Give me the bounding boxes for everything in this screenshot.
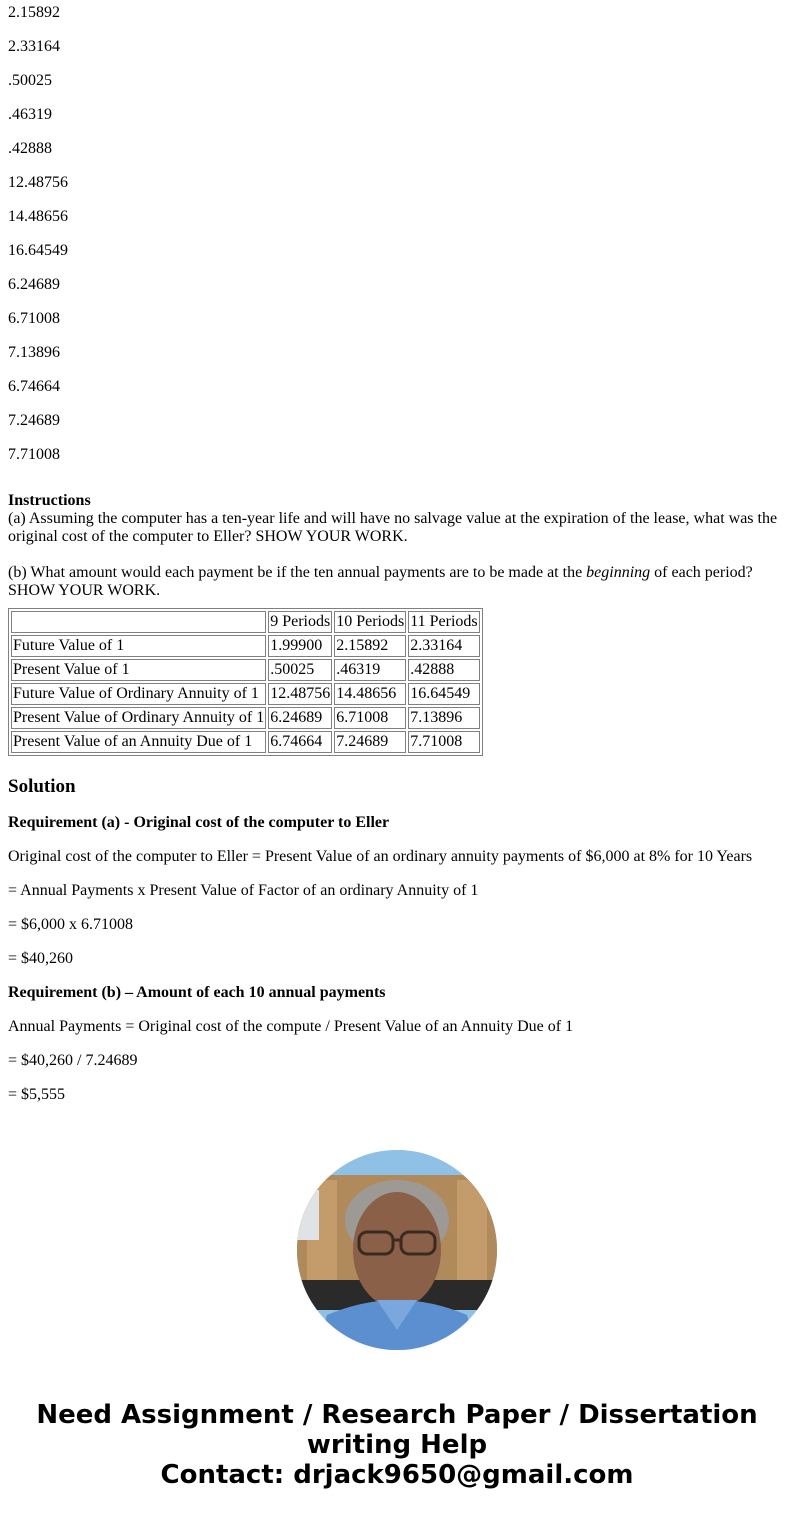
table-row-label: Present Value of Ordinary Annuity of 1 <box>11 707 266 729</box>
promo-headline: Need Assignment / Research Paper / Dissertation writing Help <box>36 1400 758 1460</box>
present-value-factor-table <box>8 608 483 756</box>
table-header-cell: 9 Periods <box>268 611 332 633</box>
table-row <box>11 707 480 729</box>
list-item: 14.48656 <box>8 208 68 225</box>
solution-line: = $6,000 x 6.71008 <box>8 916 134 933</box>
table-row-label: Present Value of 1 <box>11 659 266 681</box>
table-row-label: Future Value of Ordinary Annuity of 1 <box>11 683 266 705</box>
table-row <box>11 683 480 705</box>
solution-body <box>8 814 786 1104</box>
table-cell: 1.99900 <box>268 635 332 657</box>
solution-line: Annual Payments = Original cost of the compute / Present Value of an Annuity Due of 1 <box>8 1018 574 1035</box>
list-item: .46319 <box>8 106 52 123</box>
instruction-part-b-text: (b) What amount would each payment be if the ten annual payments are to be made at the <box>8 564 587 581</box>
instructions-section <box>8 492 786 600</box>
instruction-part-b-text-end: of each period? SHOW YOUR WORK. <box>8 564 753 599</box>
promo-banner <box>0 1400 794 1490</box>
table-row-label: Present Value of an Annuity Due of 1 <box>11 731 266 753</box>
table-cell: 14.48656 <box>334 683 406 705</box>
solution-line: = $40,260 <box>8 950 74 967</box>
table-row <box>11 635 480 657</box>
table-cell: .50025 <box>268 659 332 681</box>
table-row <box>11 731 480 753</box>
list-item: 6.74664 <box>8 378 60 395</box>
instruction-part-b-emphasis: beginning <box>586 564 651 581</box>
table-cell: 7.71008 <box>408 731 479 753</box>
instruction-part-b <box>8 564 786 600</box>
list-item: 7.24689 <box>8 412 60 429</box>
solution-line: = Annual Payments x Present Value of Factor of an ordinary Annuity of 1 <box>8 882 479 899</box>
table-cell: 6.74664 <box>268 731 332 753</box>
list-item: 6.24689 <box>8 276 60 293</box>
table-header-cell <box>11 611 266 633</box>
list-item: 2.33164 <box>8 38 60 55</box>
solution-line: = $40,260 / 7.24689 <box>8 1052 138 1069</box>
table-cell: 12.48756 <box>268 683 332 705</box>
table-cell: 6.71008 <box>334 707 406 729</box>
table-cell: .46319 <box>334 659 406 681</box>
requirement-a-title: Requirement (a) - Original cost of the computer to Eller <box>8 814 390 831</box>
instruction-part-a: (a) Assuming the computer has a ten-year life and will have no salvage value at the expiration of the lease, what was the original cost of the computer to Eller? SHOW YOUR WORK. <box>8 510 778 545</box>
solution-heading: Solution <box>8 776 76 797</box>
table-row-label: Future Value of 1 <box>11 635 266 657</box>
promo-contact: Contact: drjack9650@gmail.com <box>160 1460 634 1490</box>
list-item: 16.64549 <box>8 242 68 259</box>
list-item: 12.48756 <box>8 174 68 191</box>
table-cell: 16.64549 <box>408 683 479 705</box>
avatar-container <box>0 1150 794 1350</box>
table-cell: 7.13896 <box>408 707 479 729</box>
table-header-cell: 11 Periods <box>408 611 479 633</box>
author-photo-icon <box>297 1150 497 1350</box>
table-cell: 6.24689 <box>268 707 332 729</box>
list-item: .50025 <box>8 72 52 89</box>
list-item: .42888 <box>8 140 52 157</box>
table-cell: 2.15892 <box>334 635 406 657</box>
table-header-row <box>11 611 480 633</box>
requirement-b-title: Requirement (b) – Amount of each 10 annual payments <box>8 984 386 1001</box>
table-cell: 2.33164 <box>408 635 479 657</box>
instructions-title: Instructions <box>8 492 91 509</box>
list-item: 7.13896 <box>8 344 60 361</box>
list-item: 6.71008 <box>8 310 60 327</box>
table-row <box>11 659 480 681</box>
solution-line: Original cost of the computer to Eller = Present Value of an ordinary annuity payments of $6,000 at 8% for 10 Years <box>8 848 753 865</box>
number-list <box>8 0 786 476</box>
list-item: 2.15892 <box>8 4 60 21</box>
list-item: 7.71008 <box>8 446 60 463</box>
table-header-cell: 10 Periods <box>334 611 406 633</box>
avatar <box>297 1150 497 1350</box>
table-cell: .42888 <box>408 659 479 681</box>
solution-line: = $5,555 <box>8 1086 66 1103</box>
table-cell: 7.24689 <box>334 731 406 753</box>
